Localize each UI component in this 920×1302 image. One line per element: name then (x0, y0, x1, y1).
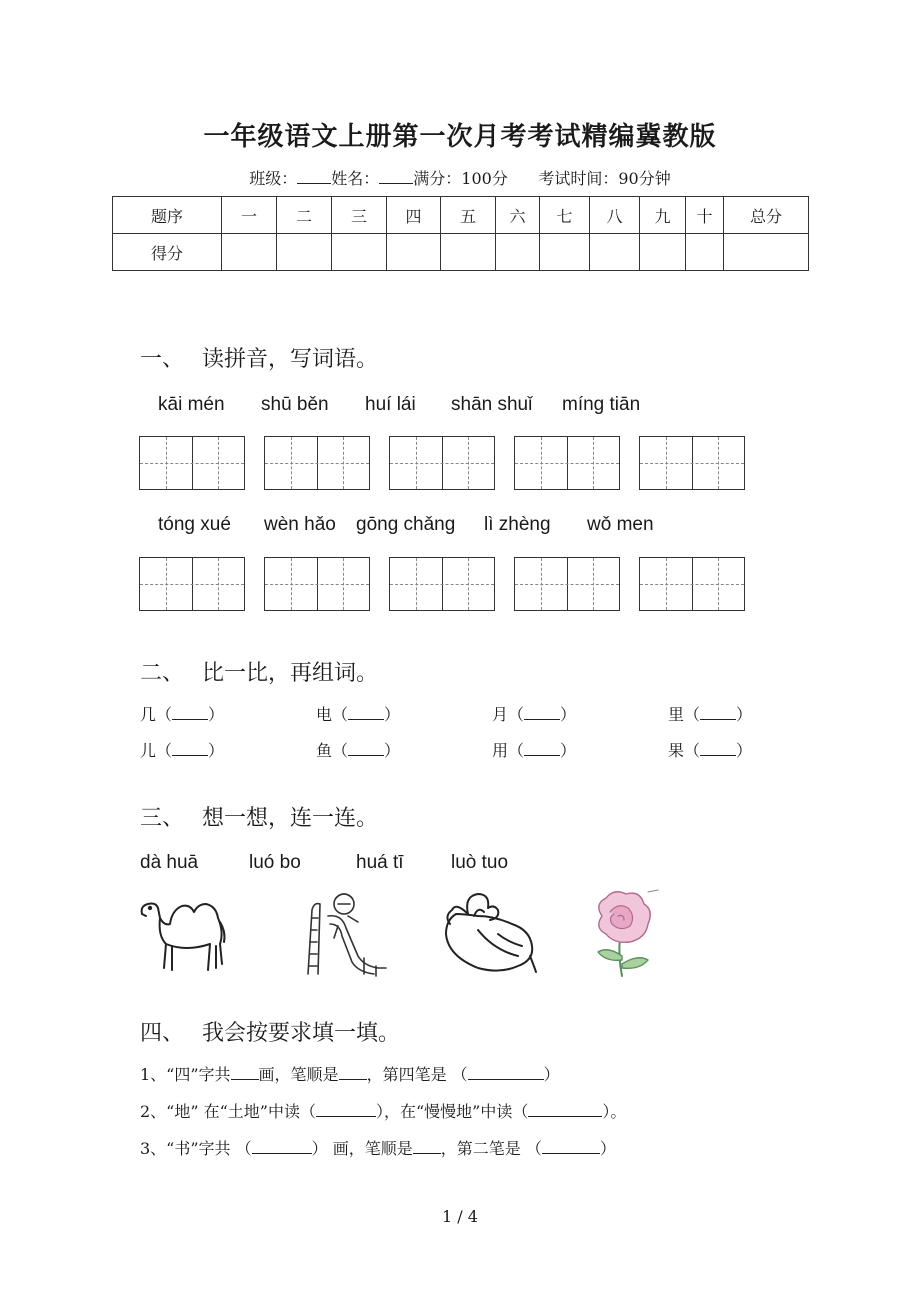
exam-time: 考试时间：90分钟 (538, 169, 671, 188)
score-cell[interactable] (686, 234, 724, 271)
table-cell: 得分 (113, 234, 222, 271)
name-label: 姓名： (331, 169, 380, 188)
answer-blank[interactable] (339, 1079, 367, 1080)
score-cell[interactable] (640, 234, 686, 271)
score-table (112, 196, 809, 271)
page-title: 一年级语文上册第一次月考考试精编冀教版 (203, 122, 717, 152)
answer-blank[interactable] (468, 1079, 544, 1080)
score-cell[interactable] (496, 234, 540, 271)
score-cell[interactable] (441, 234, 496, 271)
section-2-heading (140, 656, 378, 687)
compare-item: 里（ ） (668, 705, 753, 724)
table-cell: 二 (277, 197, 332, 234)
answer-blank[interactable] (231, 1079, 259, 1080)
full-score: 满分：100分 (413, 169, 508, 188)
page-number: 1 / 4 (442, 1207, 478, 1226)
section-number: 三、 (140, 806, 185, 831)
pinyin-label[interactable]: huá tī (356, 852, 404, 873)
pinyin-label: huí lái (365, 394, 416, 415)
table-cell: 三 (332, 197, 387, 234)
pinyin-label: wèn hǎo (264, 514, 336, 535)
pinyin-label: míng tiān (562, 394, 641, 415)
compare-item: 用（ ） (492, 741, 577, 760)
camel-picture[interactable] (136, 892, 228, 976)
table-cell: 九 (640, 197, 686, 234)
answer-blank[interactable] (172, 755, 208, 756)
class-blank[interactable] (297, 183, 331, 184)
writing-grid[interactable] (139, 557, 245, 611)
section-title: 比一比，再组词。 (202, 661, 379, 686)
table-score-row (113, 234, 809, 271)
compare-item: 几（ ） (140, 705, 225, 724)
table-cell: 五 (441, 197, 496, 234)
pinyin-label: wǒ men (587, 514, 654, 535)
pinyin-label[interactable]: luó bo (249, 852, 301, 873)
table-header-row (113, 197, 809, 234)
question-1: 1、“四”字共 画，笔顺是 ，第四笔是 （ ） (140, 1065, 560, 1084)
answer-blank[interactable] (524, 755, 560, 756)
pinyin-label[interactable]: dà huā (140, 852, 199, 873)
pinyin-label: kāi mén (158, 394, 225, 415)
writing-grid[interactable] (514, 557, 620, 611)
flower-picture[interactable] (578, 886, 664, 978)
answer-blank[interactable] (524, 719, 560, 720)
compare-item: 果（ ） (668, 741, 753, 760)
pinyin-label: shān shuǐ (451, 394, 533, 415)
table-cell: 总分 (724, 197, 809, 234)
answer-blank[interactable] (252, 1153, 312, 1154)
radish-picture[interactable] (438, 890, 538, 976)
compare-item: 月（ ） (492, 705, 577, 724)
section-4-heading (140, 1016, 400, 1047)
answer-blank[interactable] (413, 1153, 441, 1154)
writing-grid[interactable] (639, 436, 745, 490)
slide-picture[interactable] (298, 886, 390, 978)
writing-grid[interactable] (264, 557, 370, 611)
pinyin-label: lì zhèng (484, 514, 551, 535)
answer-blank[interactable] (542, 1153, 600, 1154)
writing-grid[interactable] (139, 436, 245, 490)
section-number: 一、 (140, 347, 185, 372)
name-blank[interactable] (379, 183, 413, 184)
question-3: 3、“书”字共 （ ） 画，笔顺是 ，第二笔是 （ ） (140, 1139, 616, 1158)
score-cell[interactable] (387, 234, 441, 271)
table-cell: 题序 (113, 197, 222, 234)
section-3-heading (140, 801, 378, 832)
section-1-heading (140, 342, 378, 373)
section-title: 我会按要求填一填。 (202, 1021, 401, 1046)
compare-item: 鱼（ ） (316, 741, 401, 760)
section-number: 四、 (140, 1021, 185, 1046)
answer-blank[interactable] (528, 1116, 602, 1117)
pinyin-label: gōng chǎng (356, 514, 456, 535)
pinyin-label: tóng xué (158, 514, 231, 535)
writing-grid[interactable] (639, 557, 745, 611)
table-cell: 四 (387, 197, 441, 234)
table-cell: 十 (686, 197, 724, 234)
question-2: 2、“地” 在“土地”中读（ ），在“慢慢地”中读（ ）。 (140, 1102, 627, 1121)
table-cell: 七 (540, 197, 590, 234)
compare-item: 电（ ） (316, 705, 401, 724)
table-cell: 一 (222, 197, 277, 234)
section-title: 想一想，连一连。 (202, 806, 379, 831)
answer-blank[interactable] (172, 719, 208, 720)
writing-grid[interactable] (264, 436, 370, 490)
pinyin-label: shū běn (261, 394, 329, 415)
table-cell: 八 (590, 197, 640, 234)
section-number: 二、 (140, 661, 185, 686)
writing-grid[interactable] (514, 436, 620, 490)
score-cell[interactable] (332, 234, 387, 271)
answer-blank[interactable] (348, 755, 384, 756)
answer-blank[interactable] (348, 719, 384, 720)
writing-grid[interactable] (389, 436, 495, 490)
class-label: 班级： (249, 169, 298, 188)
score-cell[interactable] (277, 234, 332, 271)
section-title: 读拼音，写词语。 (202, 347, 379, 372)
table-cell: 六 (496, 197, 540, 234)
exam-info (0, 166, 920, 189)
score-cell[interactable] (724, 234, 809, 271)
answer-blank[interactable] (700, 755, 736, 756)
writing-grid[interactable] (389, 557, 495, 611)
compare-item: 儿（ ） (140, 741, 225, 760)
pinyin-label[interactable]: luò tuo (451, 852, 509, 873)
answer-blank[interactable] (316, 1116, 376, 1117)
answer-blank[interactable] (700, 719, 736, 720)
score-cell[interactable] (540, 234, 590, 271)
score-cell[interactable] (222, 234, 277, 271)
score-cell[interactable] (590, 234, 640, 271)
